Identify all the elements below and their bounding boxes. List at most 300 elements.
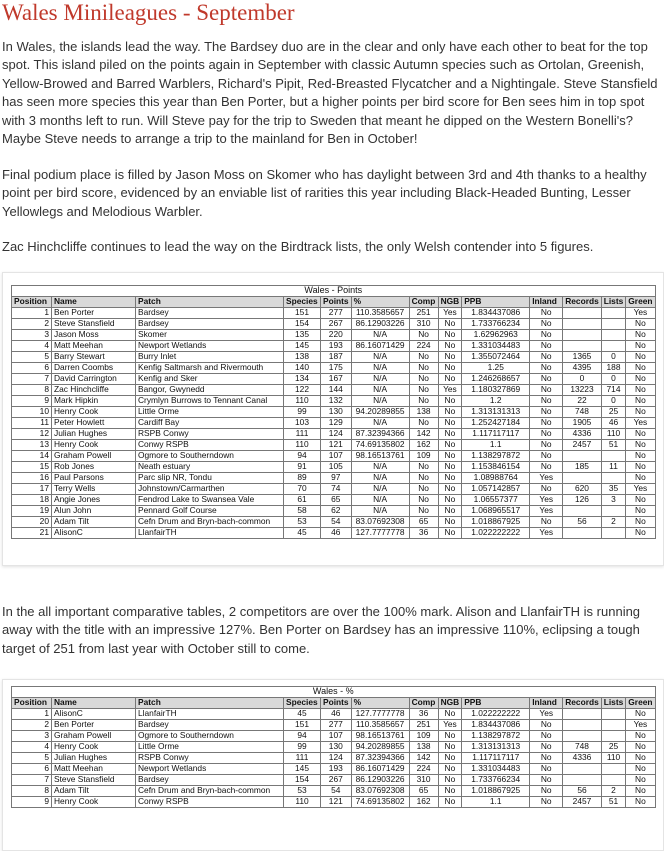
table-cell: 5 — [12, 352, 52, 363]
table-cell: 154 — [284, 775, 321, 786]
table-cell: 83.07692308 — [351, 517, 409, 528]
table-cell: No — [438, 742, 462, 753]
table-cell — [601, 731, 626, 742]
table-cell: 94.20289855 — [351, 407, 409, 418]
table-cell: Rob Jones — [52, 462, 136, 473]
table-cell: 74 — [321, 484, 352, 495]
table-cell: No — [626, 742, 655, 753]
table-cell: No — [438, 709, 462, 720]
table-cell: AlisonC — [52, 528, 136, 539]
table-cell: No — [530, 517, 563, 528]
table-cell: Matt Meehan — [52, 764, 136, 775]
table-cell: 12 — [12, 429, 52, 440]
table-cell: 74.69135802 — [351, 440, 409, 451]
table-row — [12, 319, 656, 330]
table-cell — [601, 451, 626, 462]
table-cell: No — [530, 742, 563, 753]
table-cell: No — [438, 495, 462, 506]
table-cell: 105 — [321, 462, 352, 473]
table-cell: 1.733766234 — [462, 319, 530, 330]
column-header: Green — [626, 297, 655, 308]
table-cell: Bardsey — [136, 720, 284, 731]
table-cell: 748 — [563, 742, 602, 753]
table-cell: No — [626, 440, 655, 451]
table-row — [12, 374, 656, 385]
table-cell: No — [530, 731, 563, 742]
table-cell: 8 — [12, 786, 52, 797]
table-cell: Paul Parsons — [52, 473, 136, 484]
column-header: Points — [321, 698, 352, 709]
table-cell: 748 — [563, 407, 602, 418]
table-cell: 310 — [409, 319, 438, 330]
table-cell: No — [530, 764, 563, 775]
table-row — [12, 385, 656, 396]
table-cell: No — [438, 517, 462, 528]
table-cell: No — [626, 753, 655, 764]
table-cell: 56 — [563, 517, 602, 528]
table-cell — [563, 709, 602, 720]
table-cell: Adam Tilt — [52, 517, 136, 528]
table-cell: 714 — [601, 385, 626, 396]
table-cell: No — [409, 462, 438, 473]
percent-table — [11, 686, 656, 808]
table-cell: Yes — [530, 506, 563, 517]
table-cell: No — [438, 451, 462, 462]
table-cell: Crymlyn Burrows to Tennant Canal — [136, 396, 284, 407]
comparative-paragraph: In the all important comparative tables, 2 competitors are over the 100% mark. Alison and LlanfairTH is running away with the title with an impressive 127%. Ben Porter on Bardsey has an impressive 110%, eclipsing a tough target of 251 from last year with October still to come. — [2, 604, 641, 656]
table-cell: 11 — [12, 418, 52, 429]
table-cell: No — [530, 429, 563, 440]
column-header: Inland — [530, 698, 563, 709]
table-cell: 132 — [321, 396, 352, 407]
table-cell: No — [438, 753, 462, 764]
table-cell: 267 — [321, 775, 352, 786]
table-cell: Conwy RSPB — [136, 797, 284, 808]
table-cell: 18 — [12, 495, 52, 506]
table-cell: 51 — [601, 797, 626, 808]
intro-paragraph: In Wales, the islands lead the way. The Bardsey duo are in the clear and only have each other to beat for the top spot. This island piled on the points again in September with classic Autumn species such as Ortolan, Greenish, Yellow-Browed and Barred Warblers, Richard's Pipit, Red-Breasted Flycatcher and a Nightingale. Steve Stansfield has seen more species this year than Ben Porter, but a higher points per bird score for Ben sees him in top spot with 3 months left to run. Will Steve pay for the trip to Sweden that meant he dipped on the Western Bonelli's? Maybe Steve needs to arrange a trip to the mainland for Ben in October! — [2, 39, 658, 147]
table-row — [12, 731, 656, 742]
table-row — [12, 396, 656, 407]
table-cell — [601, 330, 626, 341]
table-cell: AlisonC — [52, 709, 136, 720]
table-cell: No — [626, 374, 655, 385]
table-row — [12, 308, 656, 319]
column-header: Lists — [601, 297, 626, 308]
table-cell: No — [409, 473, 438, 484]
table-cell: 17 — [12, 484, 52, 495]
table-cell: 1.733766234 — [462, 775, 530, 786]
table-cell: 111 — [284, 753, 321, 764]
table-cell: Yes — [626, 418, 655, 429]
table-cell: No — [626, 352, 655, 363]
table-cell: No — [409, 385, 438, 396]
table-cell: 2457 — [563, 440, 602, 451]
table-row — [12, 517, 656, 528]
table-cell: 9 — [12, 396, 52, 407]
table-cell: 45 — [284, 709, 321, 720]
table-row — [12, 484, 656, 495]
table-cell: 1.834437086 — [462, 308, 530, 319]
points-table-header — [12, 297, 656, 308]
table-cell: 109 — [409, 731, 438, 742]
table-cell: N/A — [351, 484, 409, 495]
table-cell: 56 — [563, 786, 602, 797]
table-cell: Ogmore to Southerndown — [136, 731, 284, 742]
table-cell: 2 — [12, 720, 52, 731]
table-row — [12, 352, 656, 363]
table-cell: No — [438, 528, 462, 539]
table-cell: 220 — [321, 330, 352, 341]
table-cell: No — [438, 330, 462, 341]
table-cell: 4336 — [563, 429, 602, 440]
table-cell: Henry Cook — [52, 440, 136, 451]
table-cell: 65 — [409, 786, 438, 797]
table-cell — [601, 720, 626, 731]
table-cell: No — [626, 709, 655, 720]
table-cell: Ogmore to Southerndown — [136, 451, 284, 462]
table-cell: 188 — [601, 363, 626, 374]
table-cell: No — [438, 319, 462, 330]
table-cell: 1.331034483 — [462, 341, 530, 352]
table-cell: Henry Cook — [52, 407, 136, 418]
table-cell: Ben Porter — [52, 308, 136, 319]
table-cell: No — [438, 429, 462, 440]
table-cell: 86.16071429 — [351, 341, 409, 352]
table-cell: No — [626, 429, 655, 440]
table-cell: No — [530, 720, 563, 731]
table-cell: 145 — [284, 764, 321, 775]
table-cell: 11 — [601, 462, 626, 473]
points-table — [11, 285, 656, 539]
table-cell: 91 — [284, 462, 321, 473]
table-cell: No — [409, 374, 438, 385]
table-cell: 35 — [601, 484, 626, 495]
table-cell: No — [530, 407, 563, 418]
table-cell: No — [530, 797, 563, 808]
table-row — [12, 797, 656, 808]
table-cell: 1.018867925 — [462, 786, 530, 797]
table-cell: Little Orme — [136, 742, 284, 753]
table-cell — [563, 731, 602, 742]
table-row — [12, 407, 656, 418]
table-cell: 65 — [409, 517, 438, 528]
table-cell: No — [530, 440, 563, 451]
column-header: Records — [563, 698, 602, 709]
table-cell: 9 — [12, 797, 52, 808]
table-cell: 53 — [284, 517, 321, 528]
table-cell: 1.313131313 — [462, 407, 530, 418]
table-cell: No — [438, 374, 462, 385]
table-cell: Ben Porter — [52, 720, 136, 731]
table-cell: 25 — [601, 407, 626, 418]
table-cell: Graham Powell — [52, 731, 136, 742]
table-cell: 151 — [284, 720, 321, 731]
table-cell: No — [438, 341, 462, 352]
table-cell: Yes — [626, 720, 655, 731]
table-cell: 86.16071429 — [351, 764, 409, 775]
table-cell: 142 — [409, 429, 438, 440]
table-cell — [563, 720, 602, 731]
table-cell: Jason Moss — [52, 330, 136, 341]
table-cell: 111 — [284, 429, 321, 440]
table-cell: 154 — [284, 319, 321, 330]
column-header: Points — [321, 297, 352, 308]
table-cell: 110.3585657 — [351, 308, 409, 319]
column-header: % — [351, 297, 409, 308]
table-cell: 74.69135802 — [351, 797, 409, 808]
table-cell: No — [530, 451, 563, 462]
table-cell: No — [409, 418, 438, 429]
table-cell: 1.08988764 — [462, 473, 530, 484]
table-cell: No — [626, 506, 655, 517]
table-cell: 13223 — [563, 385, 602, 396]
table-cell: 99 — [284, 742, 321, 753]
table-cell: Yes — [438, 720, 462, 731]
table-cell: 1.2 — [462, 396, 530, 407]
table-cell: 620 — [563, 484, 602, 495]
table-row — [12, 495, 656, 506]
table-cell: 251 — [409, 720, 438, 731]
table-cell: 122 — [284, 385, 321, 396]
table-cell: N/A — [351, 506, 409, 517]
percent-table-caption: Wales - % — [12, 687, 656, 698]
table-cell — [601, 506, 626, 517]
table-cell: Cefn Drum and Bryn-bach-common — [136, 786, 284, 797]
table-cell: 187 — [321, 352, 352, 363]
table-cell: 145 — [284, 341, 321, 352]
table-cell: No — [530, 319, 563, 330]
table-cell: Mark Hipkin — [52, 396, 136, 407]
table-cell: No — [438, 418, 462, 429]
table-row — [12, 753, 656, 764]
table-cell: Bangor, Gwynedd — [136, 385, 284, 396]
table-cell: 110.3585657 — [351, 720, 409, 731]
percent-table-body — [12, 709, 656, 808]
column-header: % — [351, 698, 409, 709]
table-cell: 130 — [321, 742, 352, 753]
table-cell: Yes — [626, 484, 655, 495]
table-cell: 6 — [12, 363, 52, 374]
table-cell: 65 — [321, 495, 352, 506]
table-cell: 175 — [321, 363, 352, 374]
table-cell: No — [626, 517, 655, 528]
points-table-frame — [2, 272, 664, 566]
table-cell: Steve Stansfield — [52, 319, 136, 330]
table-cell: 103 — [284, 418, 321, 429]
table-cell: Johnstown/Carmarthen — [136, 484, 284, 495]
table-cell — [601, 709, 626, 720]
table-cell: No — [530, 374, 563, 385]
table-cell: No — [530, 484, 563, 495]
table-cell: 70 — [284, 484, 321, 495]
table-cell: 54 — [321, 786, 352, 797]
table-cell: 20 — [12, 517, 52, 528]
table-cell: No — [530, 462, 563, 473]
table-cell: N/A — [351, 396, 409, 407]
table-cell: 94 — [284, 731, 321, 742]
column-header: Position — [12, 297, 52, 308]
table-cell: Darren Coombs — [52, 363, 136, 374]
table-cell — [563, 330, 602, 341]
table-cell — [563, 528, 602, 539]
table-row — [12, 786, 656, 797]
table-cell: 0 — [601, 352, 626, 363]
table-cell: 46 — [601, 418, 626, 429]
table-cell — [563, 506, 602, 517]
table-cell — [563, 319, 602, 330]
table-cell: 1.022222222 — [462, 528, 530, 539]
column-header: NGB — [438, 297, 462, 308]
table-row — [12, 742, 656, 753]
table-cell: 2 — [601, 786, 626, 797]
table-cell: 46 — [321, 528, 352, 539]
table-cell: 126 — [563, 495, 602, 506]
table-cell: 1.1 — [462, 440, 530, 451]
table-cell: N/A — [351, 352, 409, 363]
table-cell: 10 — [12, 407, 52, 418]
table-cell: Yes — [530, 709, 563, 720]
table-cell: Little Orme — [136, 407, 284, 418]
table-row — [12, 418, 656, 429]
table-cell: No — [626, 462, 655, 473]
table-cell: 3 — [601, 495, 626, 506]
table-cell: Cefn Drum and Bryn-bach-common — [136, 517, 284, 528]
column-header: NGB — [438, 698, 462, 709]
table-cell — [601, 764, 626, 775]
table-cell: 13 — [12, 440, 52, 451]
column-header: Records — [563, 297, 602, 308]
column-header: PPB — [462, 698, 530, 709]
table-cell: N/A — [351, 330, 409, 341]
table-cell: N/A — [351, 495, 409, 506]
table-cell: No — [626, 319, 655, 330]
table-cell: No — [530, 308, 563, 319]
table-cell: No — [438, 786, 462, 797]
table-cell: 8 — [12, 385, 52, 396]
table-cell: Bardsey — [136, 775, 284, 786]
table-cell — [563, 775, 602, 786]
table-cell: N/A — [351, 374, 409, 385]
table-row — [12, 440, 656, 451]
table-cell: 25 — [601, 742, 626, 753]
table-cell: No — [530, 352, 563, 363]
table-cell: No — [409, 484, 438, 495]
table-cell: No — [626, 407, 655, 418]
table-cell: 107 — [321, 451, 352, 462]
table-cell: No — [409, 495, 438, 506]
table-cell: 87.32394366 — [351, 429, 409, 440]
table-cell — [601, 319, 626, 330]
table-cell: 277 — [321, 720, 352, 731]
table-cell: No — [438, 407, 462, 418]
table-cell: 19 — [12, 506, 52, 517]
percent-table-header — [12, 698, 656, 709]
table-row — [12, 528, 656, 539]
table-cell: Neath estuary — [136, 462, 284, 473]
table-cell: 62 — [321, 506, 352, 517]
table-cell: No — [438, 484, 462, 495]
table-cell: 124 — [321, 753, 352, 764]
table-cell: 1.068965517 — [462, 506, 530, 517]
table-cell — [563, 451, 602, 462]
table-cell: 185 — [563, 462, 602, 473]
table-cell: 124 — [321, 429, 352, 440]
table-cell: 45 — [284, 528, 321, 539]
table-cell: Barry Stewart — [52, 352, 136, 363]
table-row — [12, 764, 656, 775]
table-cell: No — [438, 473, 462, 484]
table-cell: 1.252427184 — [462, 418, 530, 429]
table-cell: 3 — [12, 731, 52, 742]
table-cell: Zac Hinchcliffe — [52, 385, 136, 396]
table-cell: 1.331034483 — [462, 764, 530, 775]
table-cell: 310 — [409, 775, 438, 786]
table-cell: 2457 — [563, 797, 602, 808]
table-cell: 5 — [12, 753, 52, 764]
column-header: Green — [626, 698, 655, 709]
table-cell: 138 — [409, 407, 438, 418]
table-cell: No — [530, 363, 563, 374]
table-cell: 129 — [321, 418, 352, 429]
table-cell: 1.117117117 — [462, 429, 530, 440]
birdtrack-paragraph: Zac Hinchcliffe continues to lead the way on the Birdtrack lists, the only Welsh contender into 5 figures. — [2, 239, 594, 254]
table-cell: No — [438, 363, 462, 374]
table-cell: 138 — [409, 742, 438, 753]
table-cell — [563, 341, 602, 352]
table-row — [12, 775, 656, 786]
table-cell — [563, 473, 602, 484]
table-cell: 193 — [321, 764, 352, 775]
table-cell: No — [438, 440, 462, 451]
table-cell: 121 — [321, 797, 352, 808]
table-cell: 109 — [409, 451, 438, 462]
table-cell: No — [438, 775, 462, 786]
column-header: Comp — [409, 297, 438, 308]
table-cell: No — [409, 363, 438, 374]
table-cell: 224 — [409, 764, 438, 775]
table-cell: 98.16513761 — [351, 451, 409, 462]
table-cell: No — [438, 797, 462, 808]
table-cell: LlanfairTH — [136, 528, 284, 539]
table-row — [12, 720, 656, 731]
table-cell: No — [530, 775, 563, 786]
table-cell: 1.057142857 — [462, 484, 530, 495]
table-cell: 2 — [12, 319, 52, 330]
table-cell: 1905 — [563, 418, 602, 429]
table-cell: 110 — [284, 440, 321, 451]
table-cell: 51 — [601, 440, 626, 451]
table-cell: Newport Wetlands — [136, 341, 284, 352]
table-cell: No — [530, 341, 563, 352]
table-cell: No — [530, 418, 563, 429]
table-cell: 1.153846154 — [462, 462, 530, 473]
table-cell: Henry Cook — [52, 797, 136, 808]
table-cell: 1.138297872 — [462, 731, 530, 742]
table-cell: 0 — [563, 374, 602, 385]
table-cell: 121 — [321, 440, 352, 451]
table-cell: No — [626, 385, 655, 396]
table-cell: No — [530, 396, 563, 407]
table-cell: 54 — [321, 517, 352, 528]
table-cell: N/A — [351, 418, 409, 429]
table-cell: 127.7777778 — [351, 528, 409, 539]
table-cell: No — [626, 363, 655, 374]
column-header: PPB — [462, 297, 530, 308]
table-cell: 1.25 — [462, 363, 530, 374]
table-cell: Steve Stansfield — [52, 775, 136, 786]
table-cell: No — [626, 396, 655, 407]
